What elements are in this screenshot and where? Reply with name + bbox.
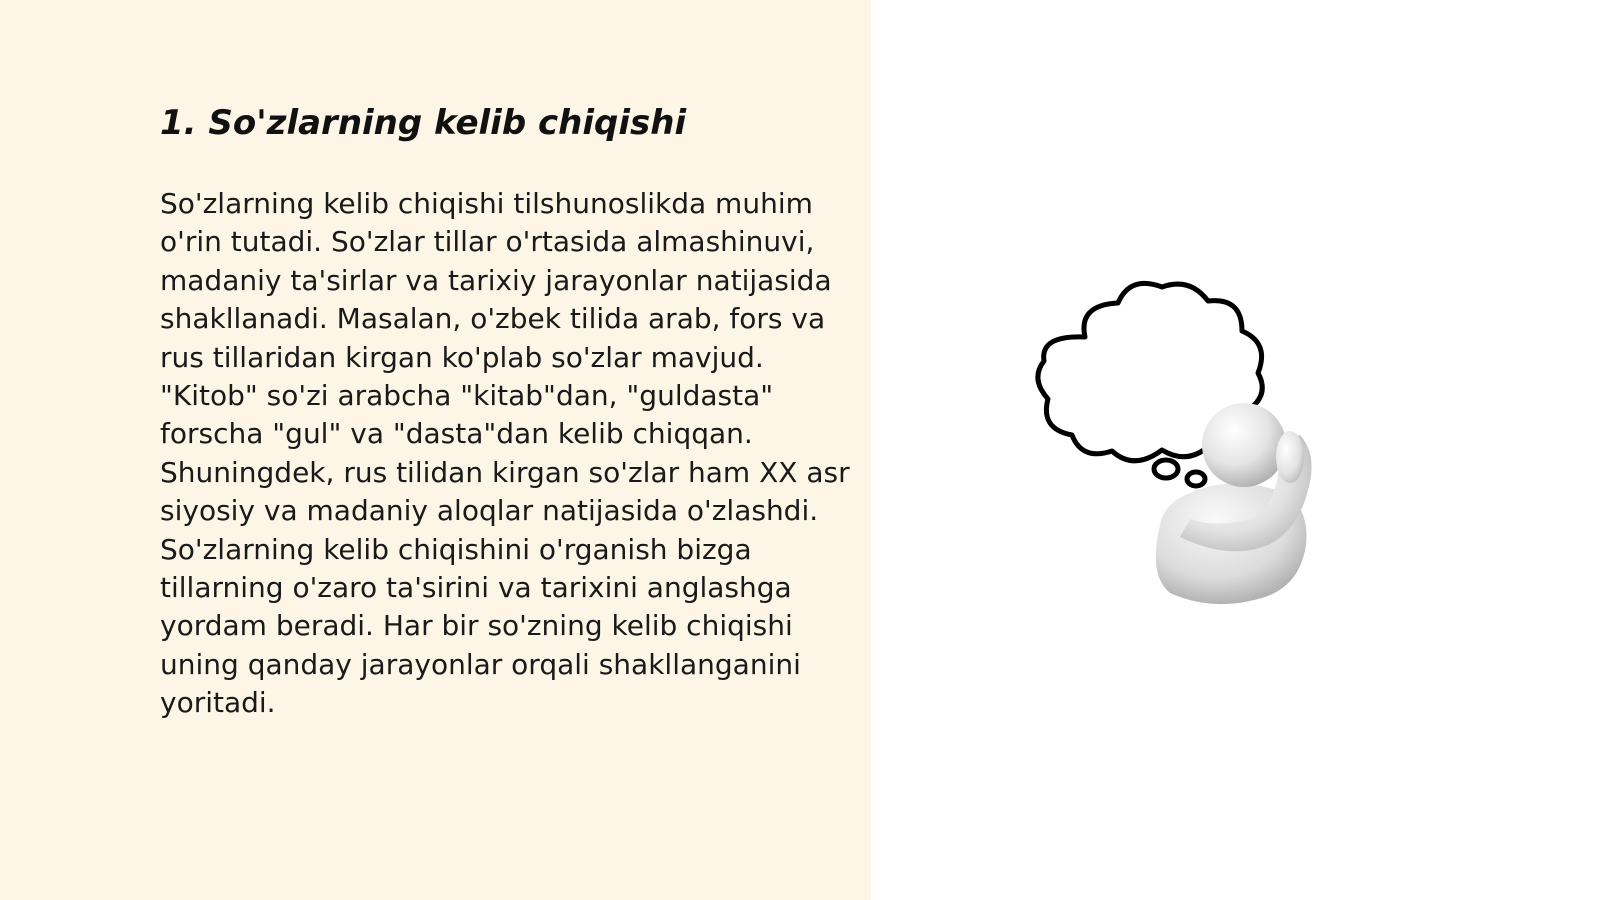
slide-body-text: So'zlarning kelib chiqishi tilshunoslikda muhim o'rin tutadi. So'zlar tillar o'rtasida almashinuvi, madaniy ta'sirlar va tarixiy jarayonlar natijasida shakllanadi. Masalan, o'zbek tilida arab, fors va rus tillaridan kirgan ko'plab so'zlar mavjud. "Kitob" so'zi arabcha "kitab"dan, "guldasta" forscha "gul" va "dasta"dan kelib chiqqan. Shuningdek, rus tilidan kirgan so'zlar ham XX asr siyosiy va madaniy aloqlar natijasida o'zlashdi. So'zlarning kelib chiqishini o'rganish bizga tillarning o'zaro ta'sirini va tarixini anglashga yordam beradi. Har bir so'zning kelib chiqishi uning qanday jarayonlar orqali shakllanganini yoritadi. [160, 187, 850, 720]
thinking-figure-with-thought-bubble-icon [1030, 275, 1350, 620]
slide-heading: 1. So'zlarning kelib chiqishi [160, 103, 687, 143]
figure-head [1202, 403, 1286, 487]
figure-hand [1276, 431, 1304, 483]
